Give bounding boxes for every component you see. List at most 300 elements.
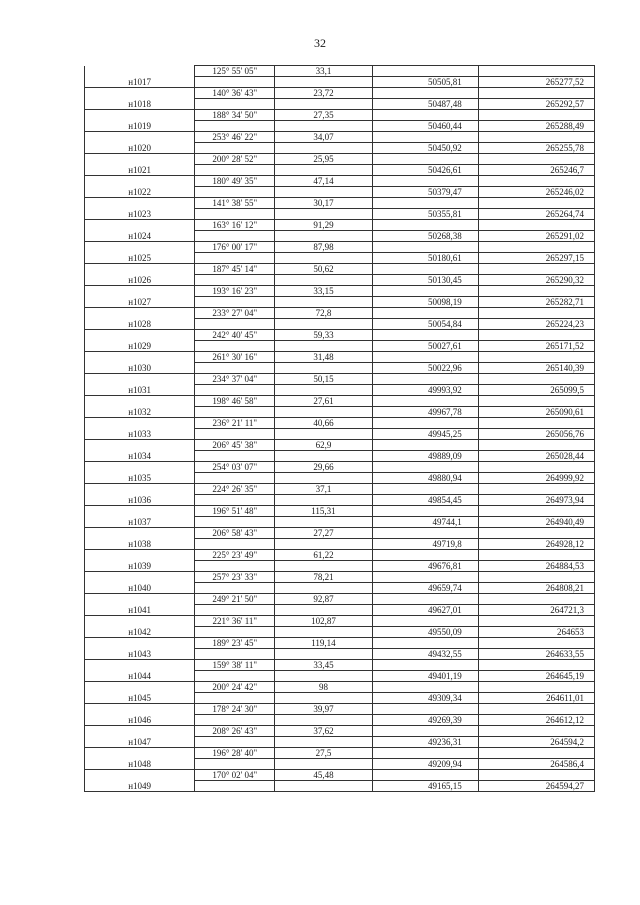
empty-cell: [372, 528, 478, 539]
empty-cell: [85, 682, 195, 693]
direction-angle-cell: 159° 38' 11": [195, 660, 275, 671]
empty-cell: [372, 220, 478, 231]
empty-cell: [478, 440, 594, 451]
point-name-cell: н1029: [85, 341, 195, 352]
distance-cell: 39,97: [275, 704, 372, 715]
empty-cell: [275, 715, 372, 726]
y-coordinate-cell: 265224,23: [478, 319, 594, 330]
empty-cell: [85, 374, 195, 385]
empty-cell: [195, 583, 275, 594]
empty-cell: [275, 297, 372, 308]
distance-cell: 25,95: [275, 154, 372, 165]
x-coordinate-cell: 49744,1: [372, 517, 478, 528]
point-name-cell: н1039: [85, 561, 195, 572]
segment-row: [85, 220, 595, 231]
segment-row: [85, 748, 595, 759]
empty-cell: [478, 638, 594, 649]
empty-cell: [275, 187, 372, 198]
distance-cell: 27,35: [275, 110, 372, 121]
empty-cell: [85, 198, 195, 209]
empty-cell: [275, 605, 372, 616]
distance-cell: 37,62: [275, 726, 372, 737]
point-row: [85, 737, 595, 748]
point-name-cell: н1021: [85, 165, 195, 176]
segment-row: [85, 154, 595, 165]
empty-cell: [85, 220, 195, 231]
y-coordinate-cell: 265255,78: [478, 143, 594, 154]
empty-cell: [85, 484, 195, 495]
point-name-cell: н1040: [85, 583, 195, 594]
empty-cell: [195, 561, 275, 572]
empty-cell: [372, 572, 478, 583]
empty-cell: [372, 550, 478, 561]
point-row: [85, 231, 595, 242]
empty-cell: [372, 88, 478, 99]
point-row: [85, 473, 595, 484]
segment-row: [85, 770, 595, 781]
empty-cell: [195, 209, 275, 220]
empty-cell: [478, 330, 594, 341]
empty-cell: [85, 638, 195, 649]
y-coordinate-cell: 265292,57: [478, 99, 594, 110]
point-row: [85, 627, 595, 638]
y-coordinate-cell: 265028,44: [478, 451, 594, 462]
y-coordinate-cell: 265291,02: [478, 231, 594, 242]
empty-cell: [85, 748, 195, 759]
distance-cell: 40,66: [275, 418, 372, 429]
distance-cell: 33,1: [275, 66, 372, 77]
point-name-cell: н1045: [85, 693, 195, 704]
distance-cell: 102,87: [275, 616, 372, 627]
distance-cell: 92,87: [275, 594, 372, 605]
point-name-cell: н1041: [85, 605, 195, 616]
point-row: [85, 715, 595, 726]
empty-cell: [478, 198, 594, 209]
direction-angle-cell: 261° 30' 16": [195, 352, 275, 363]
point-name-cell: н1031: [85, 385, 195, 396]
empty-cell: [85, 616, 195, 627]
distance-cell: 91,29: [275, 220, 372, 231]
empty-cell: [195, 473, 275, 484]
distance-cell: 34,07: [275, 132, 372, 143]
segment-row: [85, 594, 595, 605]
empty-cell: [195, 165, 275, 176]
direction-angle-cell: 180° 49' 35": [195, 176, 275, 187]
empty-cell: [372, 704, 478, 715]
point-row: [85, 99, 595, 110]
y-coordinate-cell: 264586,4: [478, 759, 594, 770]
empty-cell: [372, 506, 478, 517]
segment-row: [85, 506, 595, 517]
point-row: [85, 253, 595, 264]
x-coordinate-cell: 49165,15: [372, 781, 478, 792]
empty-cell: [372, 132, 478, 143]
empty-cell: [195, 715, 275, 726]
distance-cell: 119,14: [275, 638, 372, 649]
point-name-cell: н1017: [85, 77, 195, 88]
distance-cell: 98: [275, 682, 372, 693]
distance-cell: 61,22: [275, 550, 372, 561]
empty-cell: [275, 583, 372, 594]
empty-cell: [372, 154, 478, 165]
empty-cell: [195, 429, 275, 440]
direction-angle-cell: 189° 23' 45": [195, 638, 275, 649]
distance-cell: 59,33: [275, 330, 372, 341]
empty-cell: [195, 627, 275, 638]
y-coordinate-cell: 264612,12: [478, 715, 594, 726]
point-name-cell: н1033: [85, 429, 195, 440]
distance-cell: 23,72: [275, 88, 372, 99]
empty-cell: [275, 759, 372, 770]
distance-cell: 27,5: [275, 748, 372, 759]
segment-row: [85, 198, 595, 209]
empty-cell: [275, 517, 372, 528]
empty-cell: [195, 77, 275, 88]
empty-cell: [478, 396, 594, 407]
x-coordinate-cell: 50450,92: [372, 143, 478, 154]
point-row: [85, 187, 595, 198]
empty-cell: [85, 110, 195, 121]
empty-cell: [372, 660, 478, 671]
empty-cell: [372, 110, 478, 121]
x-coordinate-cell: 49993,92: [372, 385, 478, 396]
empty-cell: [275, 649, 372, 660]
empty-cell: [275, 341, 372, 352]
empty-cell: [275, 165, 372, 176]
x-coordinate-cell: 49432,55: [372, 649, 478, 660]
point-name-cell: н1018: [85, 99, 195, 110]
empty-cell: [478, 748, 594, 759]
y-coordinate-cell: 264940,49: [478, 517, 594, 528]
y-coordinate-cell: 265297,15: [478, 253, 594, 264]
empty-cell: [85, 330, 195, 341]
direction-angle-cell: 141° 38' 55": [195, 198, 275, 209]
distance-cell: 33,15: [275, 286, 372, 297]
point-name-cell: н1026: [85, 275, 195, 286]
empty-cell: [275, 275, 372, 286]
y-coordinate-cell: 264645,19: [478, 671, 594, 682]
distance-cell: 50,62: [275, 264, 372, 275]
y-coordinate-cell: 264808,21: [478, 583, 594, 594]
empty-cell: [478, 110, 594, 121]
empty-cell: [195, 253, 275, 264]
point-row: [85, 165, 595, 176]
distance-cell: 78,21: [275, 572, 372, 583]
point-row: [85, 693, 595, 704]
x-coordinate-cell: 49269,39: [372, 715, 478, 726]
segment-row: [85, 484, 595, 495]
direction-angle-cell: 206° 58' 43": [195, 528, 275, 539]
y-coordinate-cell: 265290,32: [478, 275, 594, 286]
segment-row: [85, 396, 595, 407]
empty-cell: [195, 385, 275, 396]
page-number: 32: [314, 36, 326, 50]
empty-cell: [372, 484, 478, 495]
y-coordinate-cell: 265277,52: [478, 77, 594, 88]
empty-cell: [85, 308, 195, 319]
empty-cell: [372, 726, 478, 737]
segment-row: [85, 462, 595, 473]
point-name-cell: н1027: [85, 297, 195, 308]
segment-row: [85, 726, 595, 737]
point-row: [85, 451, 595, 462]
empty-cell: [85, 176, 195, 187]
direction-angle-cell: 187° 45' 14": [195, 264, 275, 275]
direction-angle-cell: 206° 45' 38": [195, 440, 275, 451]
point-row: [85, 517, 595, 528]
empty-cell: [275, 451, 372, 462]
x-coordinate-cell: 50027,61: [372, 341, 478, 352]
empty-cell: [85, 264, 195, 275]
x-coordinate-cell: 50426,61: [372, 165, 478, 176]
y-coordinate-cell: 264633,55: [478, 649, 594, 660]
point-name-cell: н1049: [85, 781, 195, 792]
x-coordinate-cell: 49719,8: [372, 539, 478, 550]
x-coordinate-cell: 50130,45: [372, 275, 478, 286]
y-coordinate-cell: 264999,92: [478, 473, 594, 484]
distance-cell: 29,66: [275, 462, 372, 473]
empty-cell: [478, 528, 594, 539]
direction-angle-cell: 188° 34' 50": [195, 110, 275, 121]
empty-cell: [195, 517, 275, 528]
distance-cell: 115,31: [275, 506, 372, 517]
x-coordinate-cell: 49401,19: [372, 671, 478, 682]
empty-cell: [195, 143, 275, 154]
direction-angle-cell: 233° 27' 04": [195, 308, 275, 319]
segment-row: [85, 550, 595, 561]
empty-cell: [275, 121, 372, 132]
empty-cell: [478, 506, 594, 517]
distance-cell: 31,48: [275, 352, 372, 363]
direction-angle-cell: 140° 36' 43": [195, 88, 275, 99]
segment-row: [85, 110, 595, 121]
empty-cell: [85, 726, 195, 737]
point-row: [85, 561, 595, 572]
empty-cell: [85, 440, 195, 451]
empty-cell: [195, 693, 275, 704]
x-coordinate-cell: 50022,96: [372, 363, 478, 374]
point-name-cell: н1046: [85, 715, 195, 726]
y-coordinate-cell: 265056,76: [478, 429, 594, 440]
empty-cell: [372, 748, 478, 759]
empty-cell: [195, 759, 275, 770]
segment-row: [85, 66, 595, 77]
direction-angle-cell: 178° 24' 30": [195, 704, 275, 715]
empty-cell: [275, 253, 372, 264]
x-coordinate-cell: 49236,31: [372, 737, 478, 748]
empty-cell: [478, 594, 594, 605]
empty-cell: [478, 616, 594, 627]
segment-row: [85, 132, 595, 143]
empty-cell: [85, 242, 195, 253]
empty-cell: [275, 495, 372, 506]
empty-cell: [372, 616, 478, 627]
empty-cell: [478, 132, 594, 143]
point-name-cell: н1030: [85, 363, 195, 374]
empty-cell: [478, 352, 594, 363]
empty-cell: [275, 385, 372, 396]
point-row: [85, 209, 595, 220]
empty-cell: [478, 704, 594, 715]
empty-cell: [195, 341, 275, 352]
point-row: [85, 781, 595, 792]
empty-cell: [195, 737, 275, 748]
distance-cell: 62,9: [275, 440, 372, 451]
empty-cell: [85, 770, 195, 781]
empty-cell: [85, 704, 195, 715]
empty-cell: [195, 539, 275, 550]
empty-cell: [372, 418, 478, 429]
point-row: [85, 671, 595, 682]
empty-cell: [478, 770, 594, 781]
empty-cell: [478, 242, 594, 253]
point-name-cell: н1020: [85, 143, 195, 154]
empty-cell: [85, 572, 195, 583]
direction-angle-cell: 242° 40' 45": [195, 330, 275, 341]
point-row: [85, 77, 595, 88]
empty-cell: [478, 682, 594, 693]
x-coordinate-cell: 49967,78: [372, 407, 478, 418]
point-row: [85, 539, 595, 550]
empty-cell: [372, 396, 478, 407]
empty-cell: [372, 638, 478, 649]
direction-angle-cell: 170° 02' 04": [195, 770, 275, 781]
empty-cell: [85, 132, 195, 143]
empty-cell: [372, 374, 478, 385]
point-name-cell: н1043: [85, 649, 195, 660]
point-name-cell: н1036: [85, 495, 195, 506]
empty-cell: [85, 594, 195, 605]
point-name-cell: н1022: [85, 187, 195, 198]
empty-cell: [85, 286, 195, 297]
empty-cell: [275, 429, 372, 440]
direction-angle-cell: 253° 46' 22": [195, 132, 275, 143]
empty-cell: [275, 99, 372, 110]
distance-cell: 27,27: [275, 528, 372, 539]
point-name-cell: н1038: [85, 539, 195, 550]
x-coordinate-cell: 50487,48: [372, 99, 478, 110]
y-coordinate-cell: 264973,94: [478, 495, 594, 506]
empty-cell: [195, 407, 275, 418]
empty-cell: [275, 781, 372, 792]
x-coordinate-cell: 49627,01: [372, 605, 478, 616]
y-coordinate-cell: 265140,39: [478, 363, 594, 374]
segment-row: [85, 440, 595, 451]
y-coordinate-cell: 264721,3: [478, 605, 594, 616]
empty-cell: [478, 264, 594, 275]
empty-cell: [372, 462, 478, 473]
distance-cell: 30,17: [275, 198, 372, 209]
segment-row: [85, 418, 595, 429]
empty-cell: [195, 781, 275, 792]
empty-cell: [478, 154, 594, 165]
segment-row: [85, 682, 595, 693]
empty-cell: [372, 264, 478, 275]
empty-cell: [195, 605, 275, 616]
distance-cell: 45,48: [275, 770, 372, 781]
empty-cell: [372, 682, 478, 693]
empty-cell: [275, 539, 372, 550]
direction-angle-cell: 196° 51' 48": [195, 506, 275, 517]
point-row: [85, 319, 595, 330]
direction-angle-cell: 208° 26' 43": [195, 726, 275, 737]
direction-angle-cell: 198° 46' 58": [195, 396, 275, 407]
x-coordinate-cell: 50460,44: [372, 121, 478, 132]
point-name-cell: н1037: [85, 517, 195, 528]
empty-cell: [372, 770, 478, 781]
x-coordinate-cell: 50054,84: [372, 319, 478, 330]
empty-cell: [85, 660, 195, 671]
point-row: [85, 759, 595, 770]
empty-cell: [478, 462, 594, 473]
direction-angle-cell: 163° 16' 12": [195, 220, 275, 231]
empty-cell: [195, 649, 275, 660]
direction-angle-cell: 176° 00' 17": [195, 242, 275, 253]
x-coordinate-cell: 50268,38: [372, 231, 478, 242]
empty-cell: [195, 187, 275, 198]
empty-cell: [195, 297, 275, 308]
empty-cell: [478, 484, 594, 495]
segment-row: [85, 638, 595, 649]
empty-cell: [372, 308, 478, 319]
point-row: [85, 275, 595, 286]
segment-row: [85, 242, 595, 253]
segment-row: [85, 176, 595, 187]
empty-cell: [478, 88, 594, 99]
empty-cell: [275, 407, 372, 418]
segment-row: [85, 264, 595, 275]
direction-angle-cell: 196° 28' 40": [195, 748, 275, 759]
empty-cell: [372, 286, 478, 297]
empty-cell: [372, 330, 478, 341]
distance-cell: 50,15: [275, 374, 372, 385]
empty-cell: [275, 231, 372, 242]
empty-cell: [195, 121, 275, 132]
distance-cell: 47,14: [275, 176, 372, 187]
x-coordinate-cell: 50180,61: [372, 253, 478, 264]
segment-row: [85, 88, 595, 99]
y-coordinate-cell: 265264,74: [478, 209, 594, 220]
point-name-cell: н1034: [85, 451, 195, 462]
empty-cell: [85, 528, 195, 539]
point-name-cell: н1044: [85, 671, 195, 682]
empty-cell: [372, 440, 478, 451]
empty-cell: [372, 594, 478, 605]
empty-cell: [275, 671, 372, 682]
empty-cell: [372, 176, 478, 187]
point-row: [85, 385, 595, 396]
segment-row: [85, 704, 595, 715]
empty-cell: [85, 418, 195, 429]
y-coordinate-cell: 265090,61: [478, 407, 594, 418]
y-coordinate-cell: 265282,71: [478, 297, 594, 308]
empty-cell: [478, 660, 594, 671]
x-coordinate-cell: 49209,94: [372, 759, 478, 770]
x-coordinate-cell: 49659,74: [372, 583, 478, 594]
point-row: [85, 363, 595, 374]
empty-cell: [478, 418, 594, 429]
point-row: [85, 297, 595, 308]
empty-cell: [85, 506, 195, 517]
y-coordinate-cell: 264594,2: [478, 737, 594, 748]
empty-cell: [478, 220, 594, 231]
empty-cell: [478, 726, 594, 737]
empty-cell: [478, 66, 594, 77]
empty-cell: [478, 572, 594, 583]
point-row: [85, 121, 595, 132]
y-coordinate-cell: 264884,53: [478, 561, 594, 572]
x-coordinate-cell: 49676,81: [372, 561, 478, 572]
